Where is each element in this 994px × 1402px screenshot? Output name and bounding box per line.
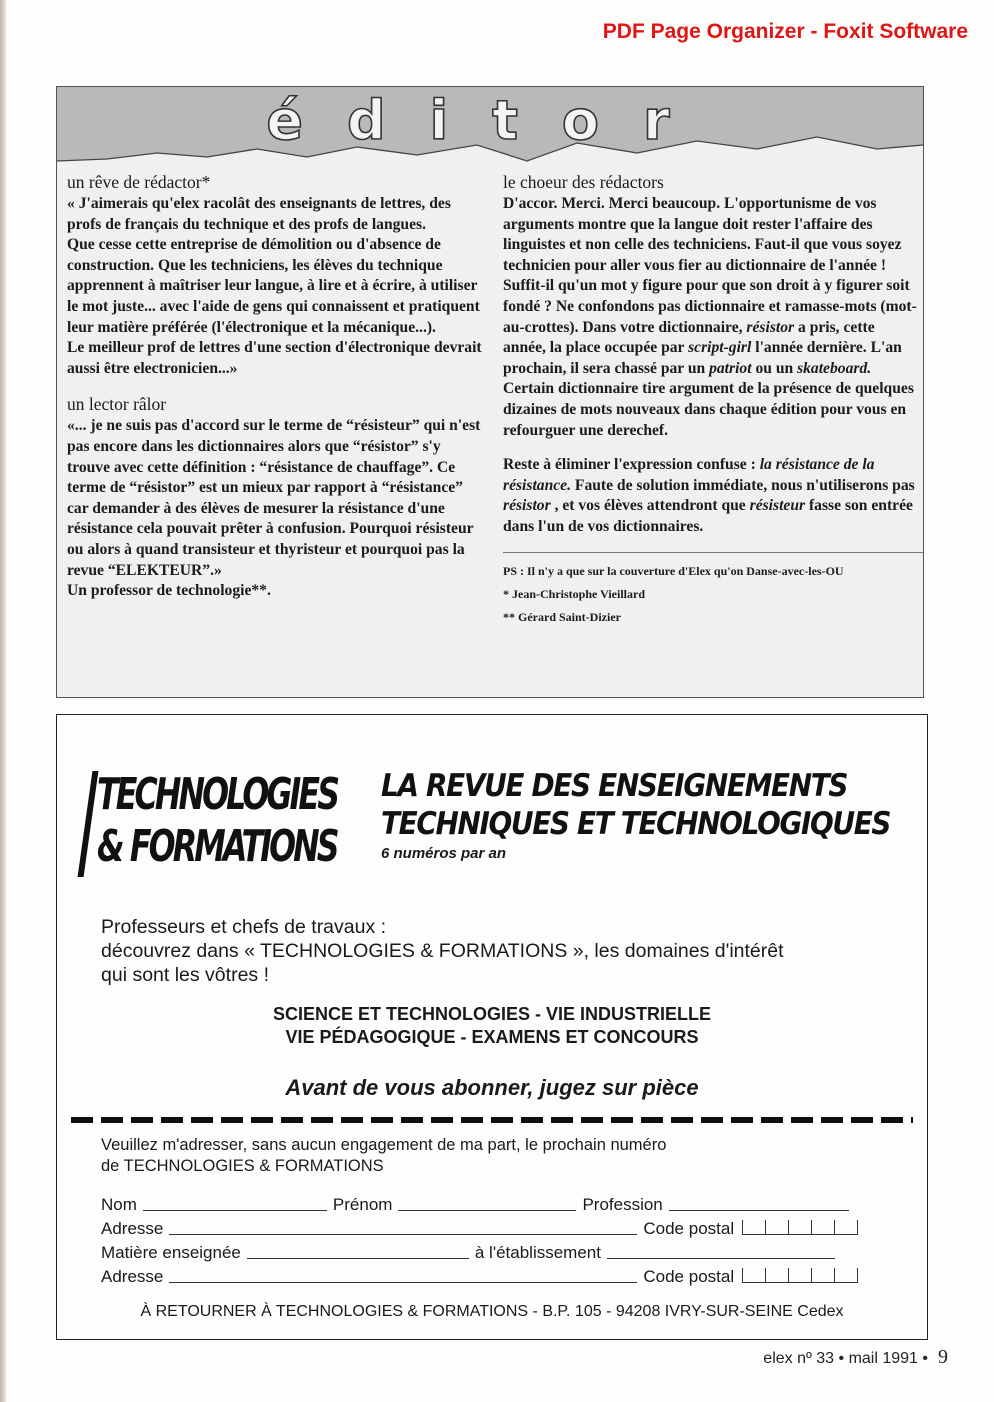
logo-line: TECHNOLOGIES xyxy=(97,769,338,820)
matiere-field[interactable] xyxy=(247,1243,469,1259)
right-column xyxy=(503,171,919,632)
tagline-line: TECHNIQUES ET TECHNOLOGIQUES xyxy=(381,806,891,842)
watermark: PDF Page Organizer - Foxit Software xyxy=(602,20,968,43)
etablissement-label: à l'établissement xyxy=(474,1243,601,1262)
section-heading: un lector râlor xyxy=(67,394,167,415)
matiere-label: Matière enseignée xyxy=(101,1243,241,1262)
code-postal-label: Code postal xyxy=(643,1219,735,1238)
request-text: Veuillez m'adresser, sans aucun engagement de ma part, le prochain numéro de TECHNOLOGIES & FORMATIONS xyxy=(101,1136,667,1175)
signature: Un professor de technologie**. xyxy=(67,582,271,600)
page-footer xyxy=(763,1346,948,1369)
prenom-field[interactable] xyxy=(398,1195,576,1211)
adresse-label: Adresse xyxy=(101,1219,164,1238)
brand-logo xyxy=(85,767,347,879)
code-postal-field[interactable] xyxy=(742,1268,858,1284)
logo-bar xyxy=(78,771,99,877)
etablissement-field[interactable] xyxy=(607,1243,835,1259)
footnote: ** Gérard Saint-Dizier xyxy=(503,609,621,624)
adresse-field[interactable] xyxy=(169,1267,637,1283)
revue-tagline xyxy=(381,767,901,862)
profession-field[interactable] xyxy=(669,1195,849,1211)
code-postal-field[interactable] xyxy=(742,1220,858,1236)
form-row xyxy=(101,1239,885,1263)
divider xyxy=(503,552,923,553)
paragraph: D'accor. Merci. Merci beaucoup. L'opportunisme de vos arguments montre que la langue doit rester l'affaire des linguistes et non celle des techniciens. Faut-il que vous soyez technicien pour aller vous fier au dictionnaire de l'année ! Suffit-il qu'un mot y figure pour que son droit à y figurer soit fondé ? Ne confondons pas dictionnaire et ramasse-mots (mot-au-crottes). Dans votre dictionnaire, résistor a pris, cette année, la place occupée par script-girl l'année dernière. L'an prochain, il sera chassé par un patriot ou un skateboard. Certain dictionnaire tire argument de la présence de quelques dizaines de mots nouveaux dans chaque édition pour vous en refourguer une derechef. xyxy=(503,195,917,439)
issue-frequency: 6 numéros par an xyxy=(381,845,507,862)
section-heading: un rêve de rédactor* xyxy=(67,172,211,192)
nom-field[interactable] xyxy=(143,1195,327,1211)
page-edge xyxy=(0,0,6,1402)
left-column xyxy=(67,171,485,602)
paragraph: Le meilleur prof de lettres d'une section d'électronique devrait aussi être electronicien...» xyxy=(67,339,482,377)
prenom-label: Prénom xyxy=(332,1195,393,1214)
paragraph: Reste à éliminer l'expression confuse : la résistance de la résistance. Faute de solution immédiate, nous n'utiliserons pas résistor , et vos élèves attendront que résisteur fasse son entrée dans l'un de vos dictionnaires. xyxy=(503,456,915,535)
footnotes xyxy=(503,563,919,626)
form-row xyxy=(101,1191,885,1215)
editor-panel xyxy=(56,86,924,698)
paragraph: « J'aimerais qu'elex racolât des enseignants de lettres, des profs de français du technique et des profs de langues. xyxy=(67,195,451,233)
issue-info: elex nº 33 • mail 1991 • xyxy=(763,1350,928,1367)
subscription-ad xyxy=(56,714,928,1340)
paragraph: Que cesse cette entreprise de démolition ou d'absence de construction. Que les techniciens, les élèves du technique apprennent à maîtriser leur langue, à lire et à écrire, à utiliser le mot juste... avec l'aide de gens qui connaissent et pratiquent leur matière préférée (l'électronique et la mécanique...). xyxy=(67,236,480,336)
editor-banner xyxy=(57,87,923,167)
ps-note: PS : Il n'y a que sur la couverture d'Elex qu'on Danse-avec-les-OU xyxy=(503,563,844,578)
nom-label: Nom xyxy=(101,1195,137,1214)
cut-line xyxy=(71,1117,913,1123)
banner-title: éditor xyxy=(266,89,714,152)
domains-list: SCIENCE ET TECHNOLOGIES - VIE INDUSTRIELLE VIE PÉDAGOGIQUE - EXAMENS ET CONCOURS xyxy=(272,1004,712,1047)
paragraph: «... je ne suis pas d'accord sur le terme de “résisteur” qui n'est pas encore dans les dictionnaires alors que “résistor” s'y trouve avec cette définition : “résistance de chauffage”. Ce terme de “résistor” est un mieux par rapport à “résistance” car demander à des élèves de mesurer la résistance d'une résistance cela pouvait prêter à confusion. Pourquoi résisteur ou alors à quand transisteur et thyristeur et pourquoi pas la revue “ELEKTEUR”.» xyxy=(67,417,481,579)
intro-text: Professeurs et chefs de travaux : découvrez dans « TECHNOLOGIES & FORMATIONS », les domaines d'intérêt qui sont les vôtres ! xyxy=(101,916,784,986)
tagline-line: LA REVUE DES ENSEIGNEMENTS xyxy=(381,768,848,804)
profession-label: Profession xyxy=(582,1195,663,1214)
return-address: À RETOURNER À TECHNOLOGIES & FORMATIONS - B.P. 105 - 94208 IVRY-SUR-SEINE Cedex xyxy=(140,1303,844,1320)
logo-line: & FORMATIONS xyxy=(97,821,337,872)
form-row xyxy=(101,1263,885,1287)
adresse-label: Adresse xyxy=(101,1267,164,1286)
subscription-form xyxy=(101,1191,885,1287)
adresse-field[interactable] xyxy=(169,1219,637,1235)
code-postal-label: Code postal xyxy=(643,1267,735,1286)
form-row xyxy=(101,1215,885,1239)
section-heading: le choeur des rédactors xyxy=(503,172,664,192)
footnote: * Jean-Christophe Vieillard xyxy=(503,586,646,601)
page-number: 9 xyxy=(938,1346,948,1368)
cta-text: Avant de vous abonner, jugez sur pièce xyxy=(285,1075,699,1100)
